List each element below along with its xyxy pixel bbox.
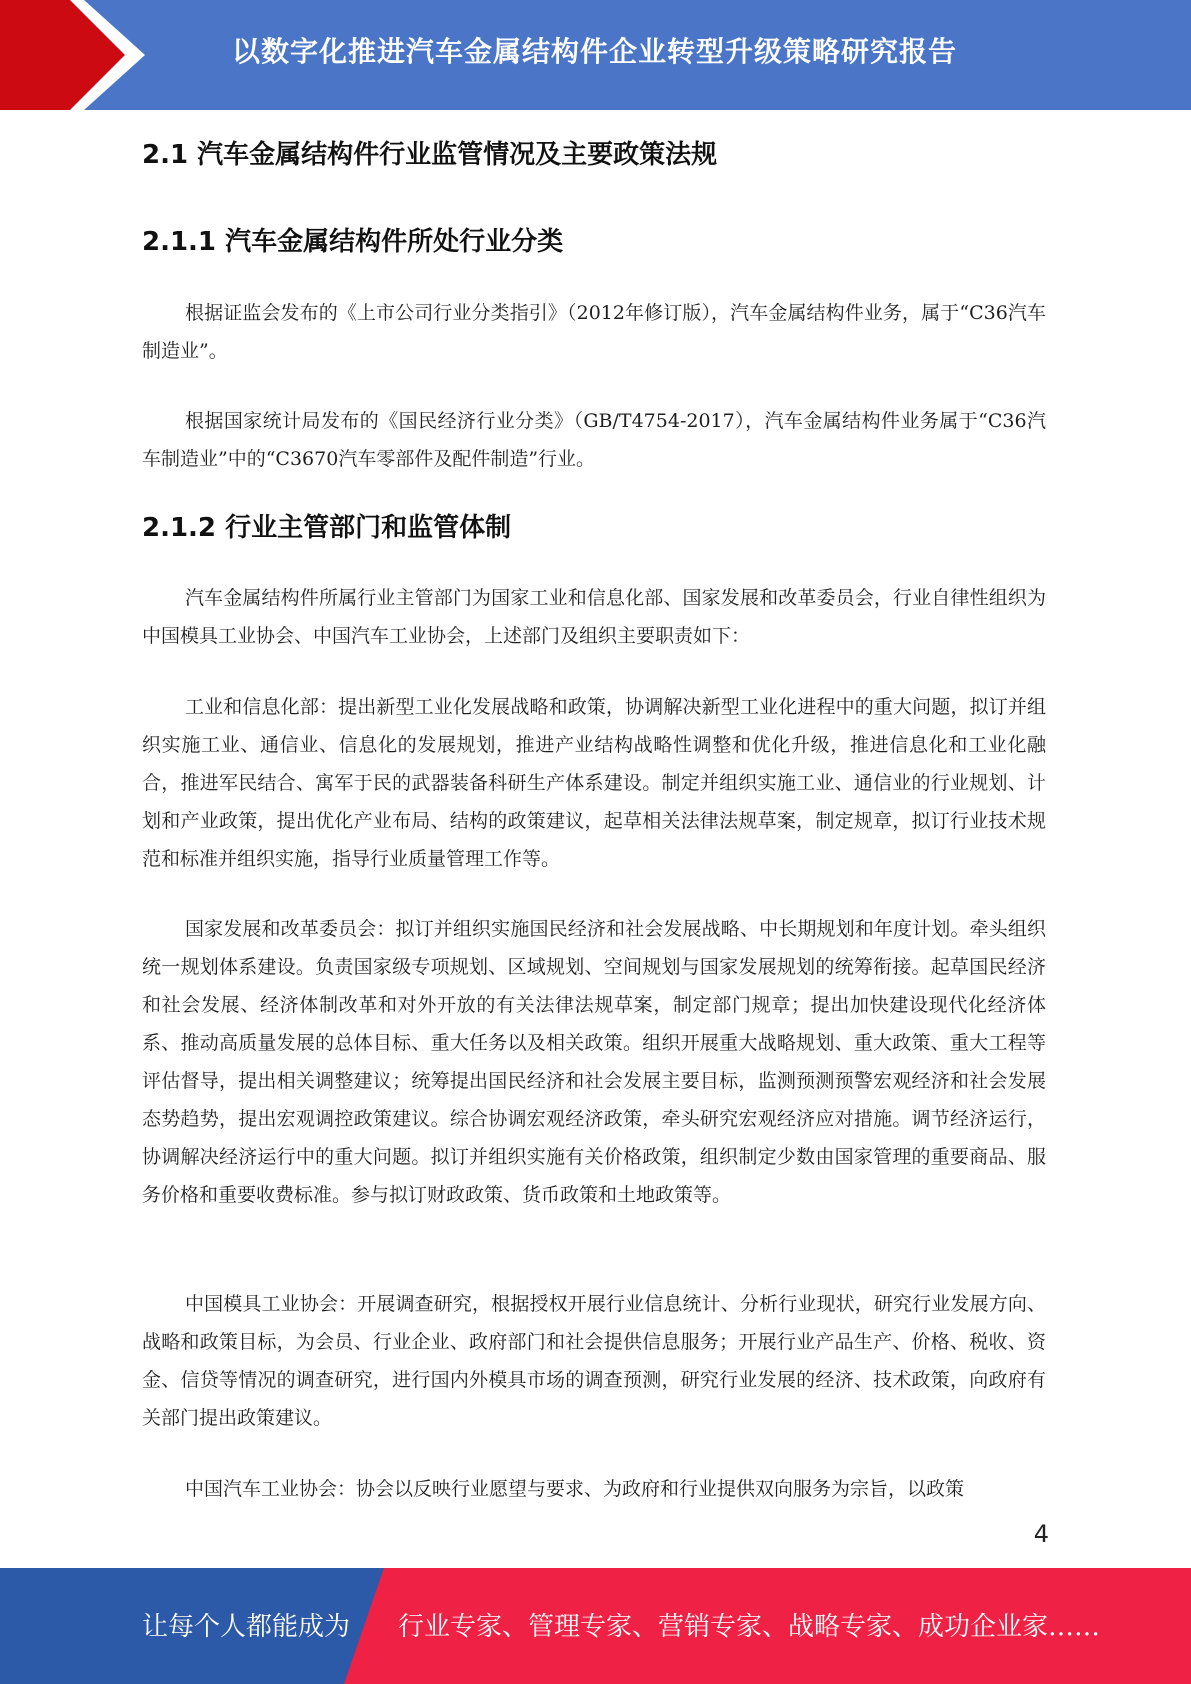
report-title: 以数字化推进汽车金属结构件企业转型升级策略研究报告 <box>232 35 958 68</box>
paragraph-miit-duties: 工业和信息化部：提出新型工业化发展战略和政策，协调解决新型工业化进程中的重大问题，拟订并组织实施工业、通信业、信息化的发展规划，推进产业结构战略性调整和优化升级，推进信息化和工业化融合，推进军民结合、寓军于民的武器装备科研生产体系建设。制定并组织实施工业、通信业的行业规划、计划和产业政策，提出优化产业布局、结构的政策建议，起草相关法律法规草案，制定规章，拟订行业技术规范和标准并组织实施，指导行业质量管理工作等。 <box>142 696 1046 870</box>
footer-banner <box>0 1568 1191 1684</box>
section-heading-2-1-2: 2.1.2 行业主管部门和监管体制 <box>142 513 512 543</box>
footer-slogan-right: 行业专家、管理专家、营销专家、战略专家、成功企业家…… <box>398 1612 1101 1642</box>
paragraph-regulators-overview: 汽车金属结构件所属行业主管部门为国家工业和信息化部、国家发展和改革委员会，行业自律性组织为中国模具工业协会、中国汽车工业协会，上述部门及组织主要职责如下： <box>142 587 1046 647</box>
page-number: 4 <box>1033 1520 1049 1548</box>
footer-slogan-left: 让每个人都能成为 <box>142 1612 351 1642</box>
paragraph-mold-association-duties: 中国模具工业协会：开展调查研究，根据授权开展行业信息统计、分析行业现状，研究行业发展方向、战略和政策目标，为会员、行业企业、政府部门和社会提供信息服务；开展行业产品生产、价格、税收、资金、信贷等情况的调查研究，进行国内外模具市场的调查预测，研究行业发展的经济、技术政策，向政府有关部门提出政策建议。 <box>142 1293 1046 1429</box>
section-heading-2-1-1: 2.1.1 汽车金属结构件所处行业分类 <box>142 227 564 257</box>
report-header-banner <box>0 0 1191 110</box>
paragraph-ndrc-duties: 国家发展和改革委员会：拟订并组织实施国民经济和社会发展战略、中长期规划和年度计划。牵头组织统一规划体系建设。负责国家级专项规划、区域规划、空间规划与国家发展规划的统筹衔接。起草国民经济和社会发展、经济体制改革和对外开放的有关法律法规草案，制定部门规章；提出加快建设现代化经济体系、推动高质量发展的总体目标、重大任务以及相关政策。组织开展重大战略规划、重大政策、重大工程等评估督导，提出相关调整建议；统筹提出国民经济和社会发展主要目标，监测预测预警宏观经济和社会发展态势趋势，提出宏观调控政策建议。综合协调宏观经济政策，牵头研究宏观经济应对措施。调节经济运行，协调解决经济运行中的重大问题。拟订并组织实施有关价格政策，组织制定少数由国家管理的重要商品、服务价格和重要收费标准。参与拟订财政政策、货币政策和土地政策等。 <box>142 918 1046 1206</box>
paragraph-industry-classification-nbs: 根据国家统计局发布的《国民经济行业分类》（GB/T4754-2017），汽车金属结构件业务属于“C36汽车制造业”中的“C3670汽车零部件及配件制造”行业。 <box>142 410 1046 470</box>
section-heading-2-1: 2.1 汽车金属结构件行业监管情况及主要政策法规 <box>142 140 718 170</box>
paragraph-caam-duties: 中国汽车工业协会：协会以反映行业愿望与要求、为政府和行业提供双向服务为宗旨，以政策 <box>185 1478 965 1500</box>
paragraph-industry-classification-csrc: 根据证监会发布的《上市公司行业分类指引》（2012年修订版），汽车金属结构件业务，属于“C36汽车制造业”。 <box>142 302 1046 362</box>
chevron-arrow-icon <box>0 0 160 110</box>
